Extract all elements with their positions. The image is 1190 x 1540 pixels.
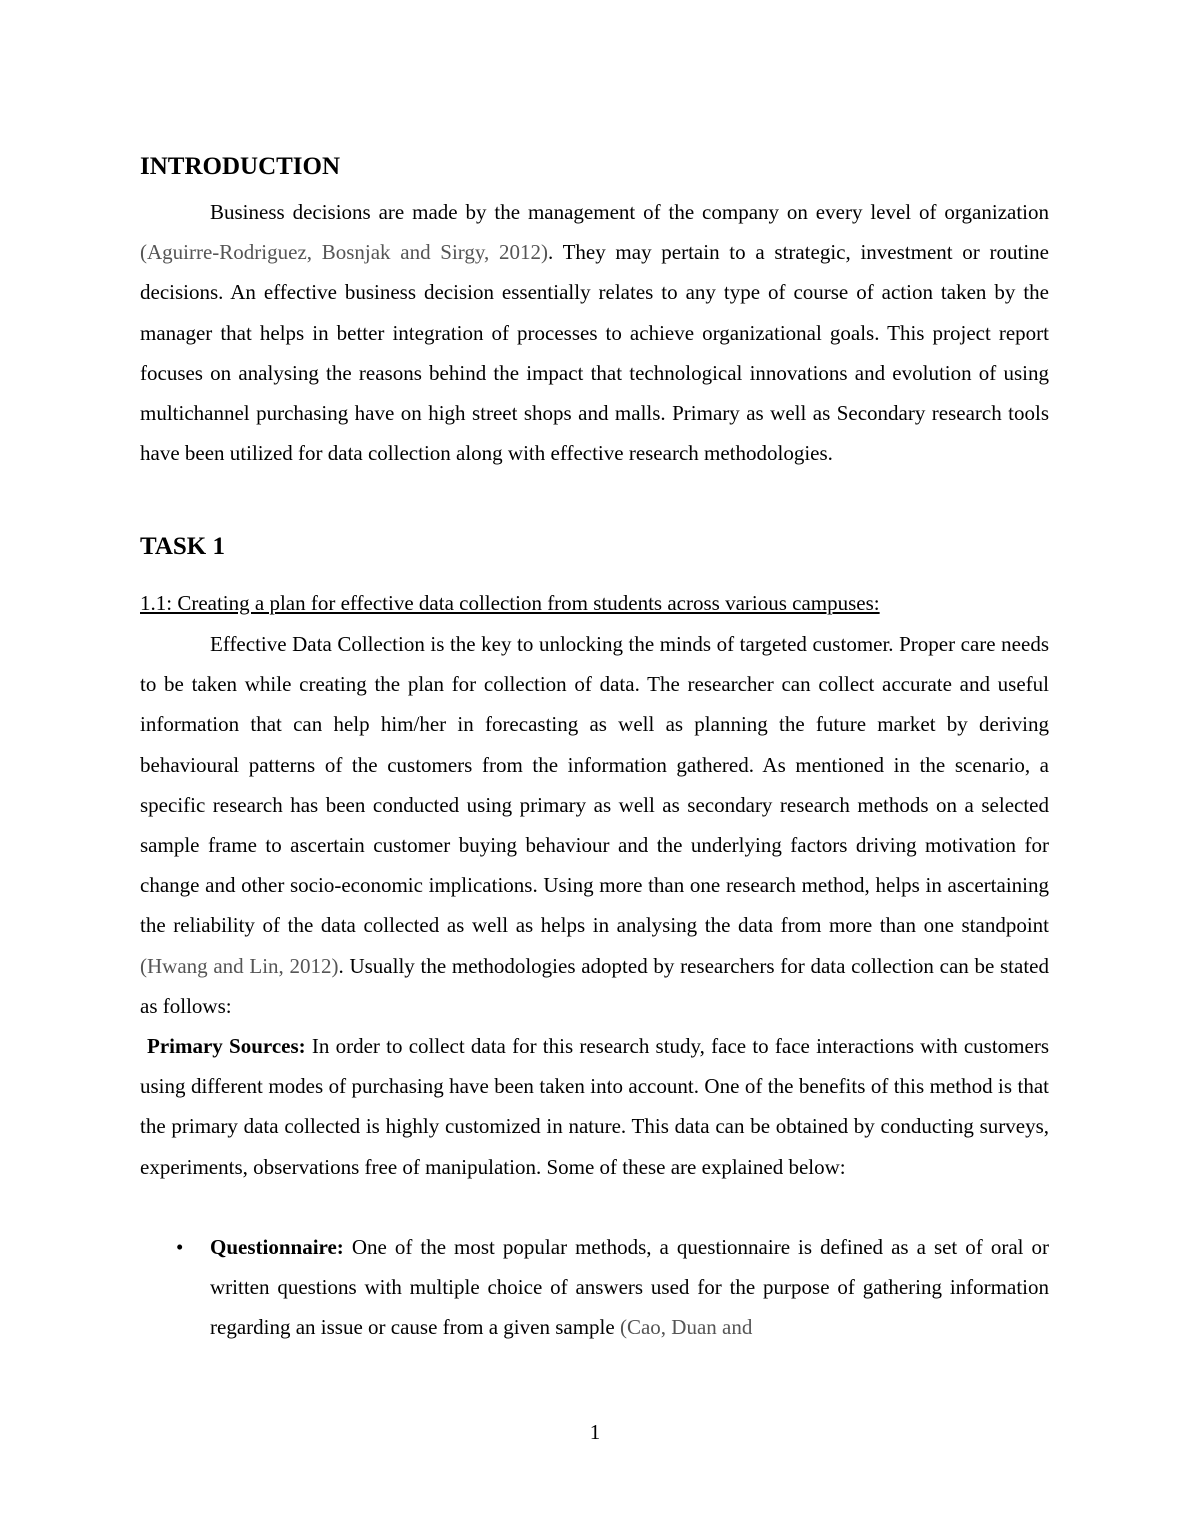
page-number: 1	[589, 1420, 601, 1444]
methods-list	[140, 1227, 1049, 1348]
task1-heading: TASK 1	[140, 533, 225, 560]
data-collection-text-start: Effective Data Collection is the key to unlocking the minds of targeted customer. Proper care needs to be taken while creating the plan for collection of data. The researcher can collect accurate and useful information that can help him/her in forecasting as well as planning the future market by deriving behavioural patterns of the customers from the information gathered. As mentioned in the scenario, a specific research has been conducted using primary as well as secondary research methods on a selected sample frame to ascertain customer buying behaviour and the underlying factors driving motivation for change and other socio-economic implications. Using more than one research method, helps in ascertaining the reliability of the data collected as well as helps in analysing the data from more than one standpoint	[140, 632, 1049, 938]
data-collection-paragraph	[140, 624, 1049, 1026]
section-1-1-subheading: 1.1: Creating a plan for effective data collection from students across various campuses:	[140, 591, 880, 615]
questionnaire-text: One of the most popular methods, a questionnaire is defined as a set of oral or written questions with multiple choice of answers used for the purpose of gathering information regarding an issue or cause from a given sample	[210, 1235, 1049, 1340]
primary-sources-text: In order to collect data for this research study, face to face interactions with customers using different modes of purchasing have been taken into account. One of the benefits of this method is that the primary data collected is highly customized in nature. This data can be obtained by conducting surveys, experiments, observations free of manipulation. Some of these are explained below:	[140, 1034, 1050, 1179]
primary-sources-label: Primary Sources:	[147, 1034, 306, 1058]
list-item	[140, 1227, 1049, 1348]
data-collection-citation: (Hwang and Lin, 2012)	[140, 953, 339, 978]
primary-sources-paragraph	[140, 1026, 1049, 1187]
questionnaire-label: Questionnaire:	[210, 1235, 344, 1259]
bullet-icon: •	[176, 1235, 184, 1259]
intro-text-end: . They may pertain to a strategic, investment or routine decisions. An effective business decision essentially relates to any type of course of action taken by the manager that helps in better integration of processes to achieve organizational goals. This project report focuses on analysing the reasons behind the impact that technological innovations and evolution of using multichannel purchasing have on high street shops and malls. Primary as well as Secondary research tools have been utilized for data collection along with effective research methodologies.	[140, 240, 1049, 466]
introduction-heading: INTRODUCTION	[140, 153, 341, 180]
data-collection-text-end: . Usually the methodologies adopted by researchers for data collection can be stated as follows:	[140, 953, 1049, 1018]
intro-text-start: Business decisions are made by the management of the company on every level of organization	[210, 200, 1049, 224]
questionnaire-citation: (Cao, Duan and	[619, 1315, 753, 1340]
introduction-paragraph	[140, 192, 1049, 473]
intro-citation: (Aguirre-Rodriguez, Bosnjak and Sirgy, 2012)	[140, 240, 548, 265]
